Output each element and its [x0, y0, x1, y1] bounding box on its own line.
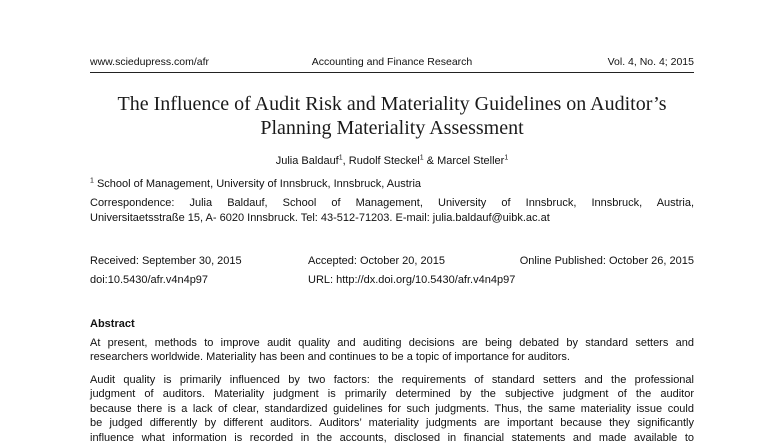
title-line-1: The Influence of Audit Risk and Materiality Guidelines on Auditor’s [117, 93, 667, 115]
author-separator: , [342, 155, 349, 167]
text-line: be judged differently by different auditors. Auditors’ materiality judgments are important because they significantly [90, 417, 694, 430]
header-rule [90, 72, 694, 73]
affiliation-mark: 1 [90, 177, 94, 185]
abstract-paragraph-1 [90, 336, 694, 365]
publication-dates [90, 255, 694, 271]
journal-website: www.sciedupress.com/afr [90, 56, 210, 68]
journal-name: Accounting and Finance Research [311, 56, 473, 68]
author-name: Julia Baldauf [275, 155, 339, 167]
paper-title [90, 92, 694, 140]
abstract-heading: Abstract [90, 318, 135, 330]
author-separator: & [423, 155, 438, 167]
text-line: influence what information is recorded in the accounts, disclosed in financial statements and made available to [90, 431, 694, 444]
abstract-paragraph-2 [90, 373, 694, 445]
published-date: Online Published: October 26, 2015 [519, 255, 694, 267]
author-affiliation-mark: 1 [504, 154, 509, 162]
affiliation-text: School of Management, University of Innsbruck, Innsbruck, Austria [93, 178, 422, 190]
received-date: Received: September 30, 2015 [90, 255, 242, 267]
author-name: Rudolf Steckel [348, 155, 420, 167]
affiliation [90, 178, 694, 190]
text-line: because there is a lack of clear, standardized guidelines for such judgments. Thus, the same materiality issue could [90, 402, 694, 415]
author-list [90, 155, 694, 167]
journal-volume: Vol. 4, No. 4; 2015 [607, 56, 694, 68]
text-line: Audit quality is primarily influenced by two factors: the requirements of standard setters and the professional [90, 374, 694, 386]
text-line: judgment of auditors. Materiality judgment is primarily determined by the subjective judgment of the auditor [90, 388, 694, 401]
text-line: researchers worldwide. Materiality has been and continues to be a topic of importance for auditors. [90, 351, 570, 364]
doi-url: URL: http://dx.doi.org/10.5430/afr.v4n4p97 [308, 274, 516, 286]
correspondence-line-2: Universitaetsstraße 15, A- 6020 Innsbruck. Tel: 43-512-71203. E-mail: julia.baldauf@uibk.ac.at [90, 212, 550, 224]
doi-text: doi:10.5430/afr.v4n4p97 [90, 274, 209, 286]
author-name: Marcel Steller [437, 155, 505, 167]
correspondence [90, 196, 694, 226]
identifiers [90, 274, 694, 290]
correspondence-line-1: Correspondence: Julia Baldauf, School of Management, University of Innsbruck, Innsbruck, Austria, [90, 197, 694, 209]
accepted-date: Accepted: October 20, 2015 [308, 255, 445, 267]
text-line: At present, methods to improve audit quality and auditing decisions are being debated by standard setters and [90, 337, 694, 349]
running-header [90, 56, 694, 72]
author-affiliation-mark: 1 [338, 154, 343, 162]
author-affiliation-mark: 1 [419, 154, 424, 162]
title-line-2: Planning Materiality Assessment [260, 117, 524, 139]
